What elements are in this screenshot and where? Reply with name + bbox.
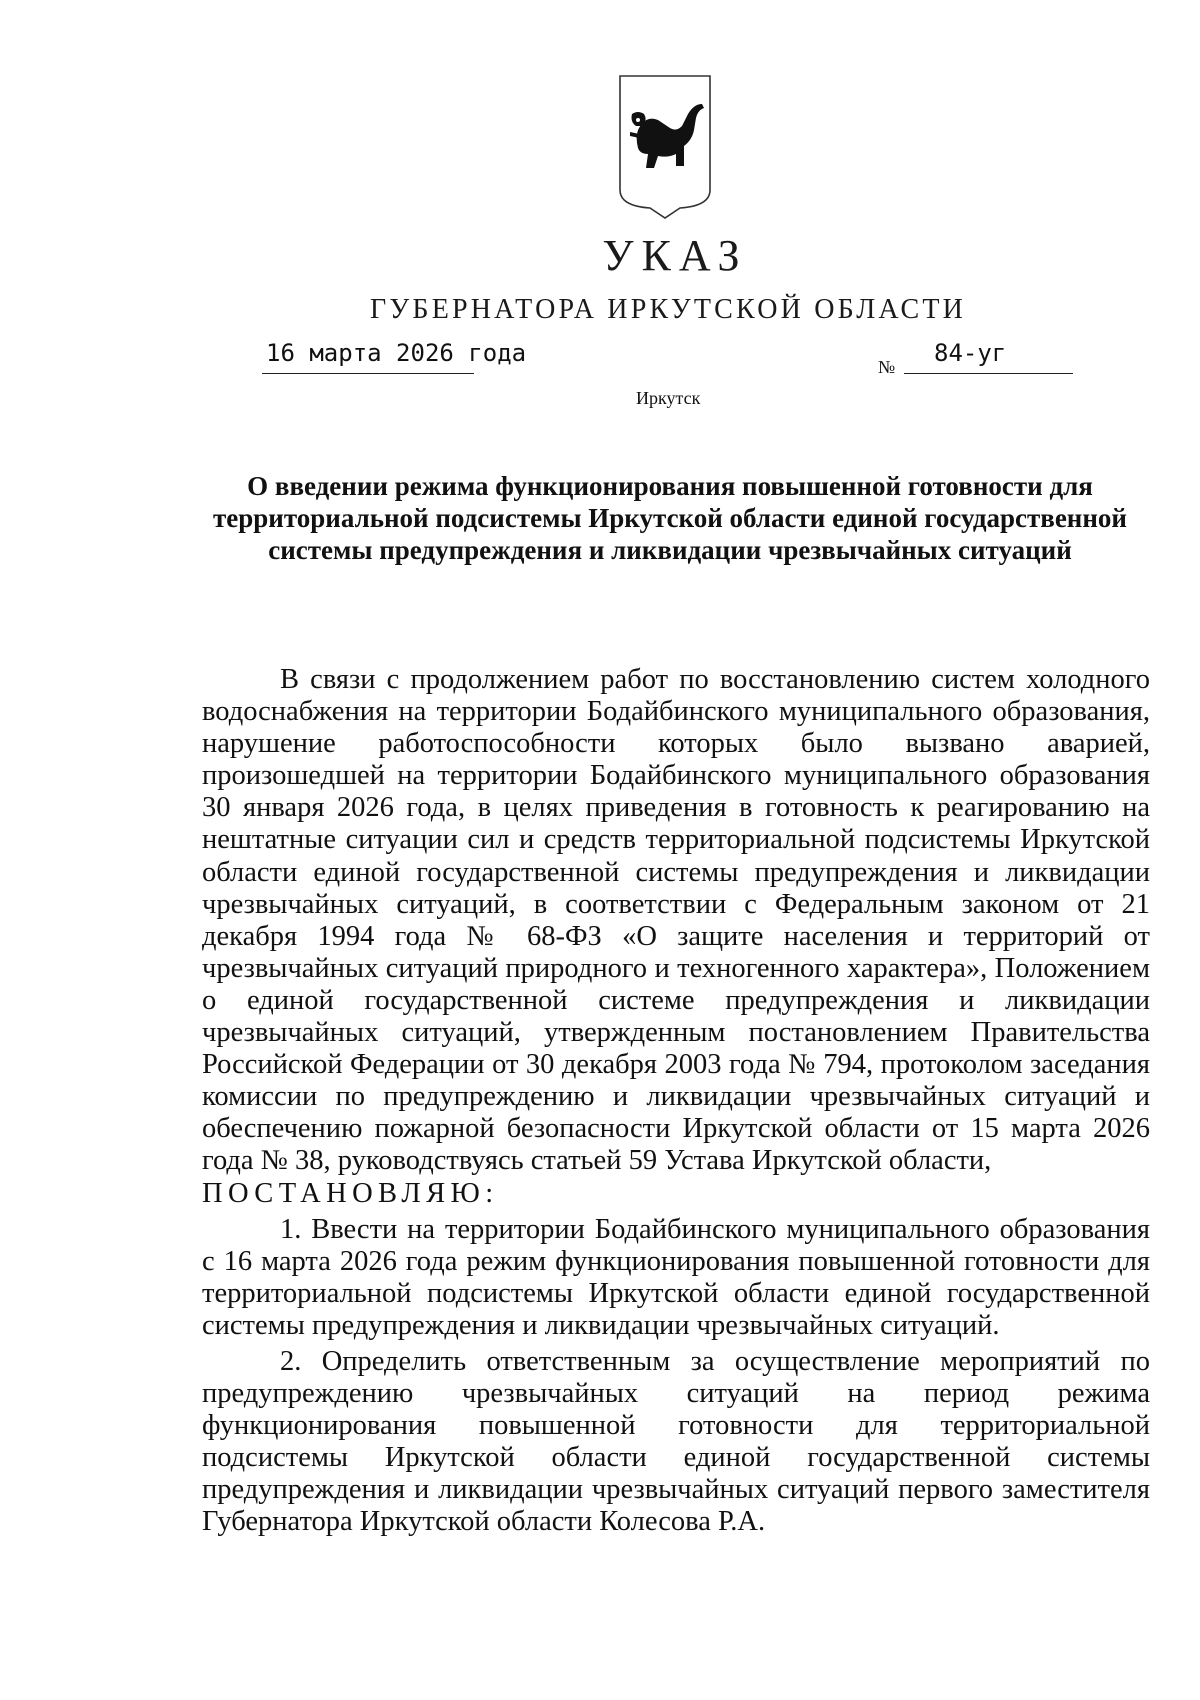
document-number: 84-уг bbox=[934, 339, 1007, 367]
document-title: УКАЗ bbox=[602, 231, 748, 280]
number-sign: № bbox=[878, 357, 896, 377]
item-1-paragraph: 1. Ввести на территории Бодайбинского муниципального образования с 16 марта 2026 года режим функционирования повышенной готовности для территориальной подсистемы Иркутской области единой государственной системы предупреждения и ликвидации чрезвычайных ситуаций. bbox=[202, 1213, 1150, 1341]
preamble-paragraph: В связи с продолжением работ по восстановлению систем холодного водоснабжения на территории Бодайбинского муниципального образования, нарушение работоспособности которых было вызвано аварией, произошедшей на территории Бодайбинского муниципального образования 30 января 2026 года, в целях приведения в готовность к реагированию на нештатные ситуации сил и средств территориальной подсистемы Иркутской области единой государственной системы предупреждения и ликвидации чрезвычайных ситуаций, в соответствии с Федеральным законом от 21 декабря 1994 года № 68-ФЗ «О защите населения и территорий от чрезвычайных ситуаций природного и техногенного характера», Положением о единой государственной системе предупреждения и ликвидации чрезвычайных ситуаций, утвержденным постановлением Правительства Российской Федерации от 30 декабря 2003 года № 794, протоколом заседания комиссии по предупреждению и ликвидации чрезвычайных ситуаций и обеспечению пожарной безопасности Иркутской области от 15 марта 2026 года № 38, руководствуясь статьей 59 Устава Иркутской области, bbox=[202, 664, 1150, 1177]
document-city: Иркутск bbox=[636, 388, 701, 408]
document-date: 16 марта 2026 года bbox=[266, 339, 527, 367]
date-underline bbox=[262, 373, 474, 374]
document-body bbox=[202, 664, 1150, 1538]
coat-of-arms-icon bbox=[618, 74, 712, 220]
document-subtitle: ГУБЕРНАТОРА ИРКУТСКОЙ ОБЛАСТИ bbox=[370, 294, 967, 325]
item-2-paragraph: 2. Определить ответственным за осуществление мероприятий по предупреждению чрезвычайных ситуаций на период режима функционирования повышенной готовности для территориальной подсистемы Иркутской области единой государственной системы предупреждения и ликвидации чрезвычайных ситуаций первого заместителя Губернатора Иркутской области Колесова Р.А. bbox=[202, 1345, 1150, 1538]
number-underline bbox=[904, 373, 1073, 374]
resolve-heading: ПОСТАНОВЛЯЮ: bbox=[202, 1177, 499, 1209]
document-heading: О введении режима функционирования повышенной готовности для территориальной подсистемы Иркутской области единой государственной системы предупреждения и ликвидации чрезвычайных ситуаций bbox=[213, 471, 1127, 565]
